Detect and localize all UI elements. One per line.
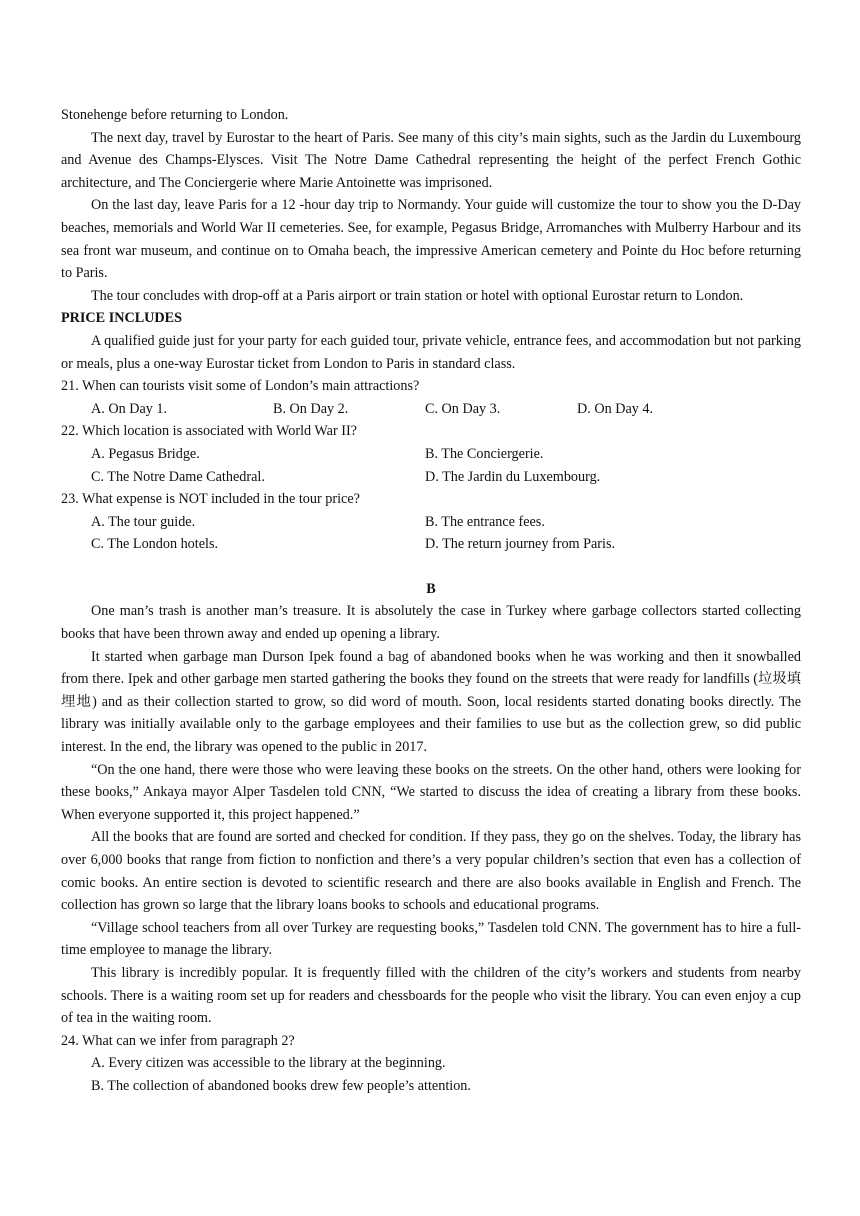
section-title: B: [426, 580, 436, 597]
question-options: [61, 511, 801, 534]
question-options: [61, 398, 801, 421]
option-a: A. On Day 1.: [91, 400, 168, 417]
question-options: [61, 533, 801, 556]
passage-a-paragraph: The next day, travel by Eurostar to the heart of Paris. See many of this city’s main sights, such as the Jardin du Luxembourg and Avenue des Champs-Elysces. Visit The Notre Dame Cathedral representing the height of the perfect French Gothic architecture, and The Conciergerie where Marie Antoinette was imprisoned.: [61, 129, 801, 191]
option-d: D. The Jardin du Luxembourg.: [425, 468, 601, 485]
question-stem: 24. What can we infer from paragraph 2?: [61, 1032, 295, 1049]
option-d: D. The return journey from Paris.: [425, 536, 616, 553]
questions-a: [61, 375, 801, 556]
passage-b-paragraph: This library is incredibly popular. It is frequently filled with the children of the city’s workers and students from nearby schools. There is a waiting room set up for readers and chessboards for the people who visit the library. You can even enjoy a cup of tea in the waiting room.: [61, 964, 801, 1027]
price-includes-text: A qualified guide just for your party for each guided tour, private vehicle, entrance fees, and accommodation but not parking or meals, plus a one-way Eurostar ticket from London to Paris in standard class.: [61, 332, 801, 372]
price-includes-heading: PRICE INCLUDES: [61, 310, 183, 327]
passage-a-paragraph: The tour concludes with drop-off at a Paris airport or train station or hotel with optional Eurostar return to London.: [91, 287, 744, 304]
question-stem: 23. What expense is NOT included in the tour price?: [61, 491, 360, 508]
option-c: C. The Notre Dame Cathedral.: [91, 468, 265, 485]
option-a: A. The tour guide.: [91, 513, 196, 530]
option-d: D. On Day 4.: [577, 400, 654, 417]
passage-b-paragraph: “On the one hand, there were those who were leaving these books on the streets. On the other hand, others were looking for these books,” Ankaya mayor Alper Tasdelen told CNN, “We started to discuss the idea of creating a library from these books. When everyone supported it, this project happened.”: [61, 761, 801, 823]
passage-b-paragraph: “Village school teachers from all over Turkey are requesting books,” Tasdelen told CNN. The government has to hire a full-time employee to manage the library.: [61, 919, 801, 959]
passage-b-paragraph: It started when garbage man Durson Ipek found a bag of abandoned books when he was working and then it snowballed from there. Ipek and other garbage men started gathering the books they found on the streets that were ready for landfills (垃圾填埋地) and as their collection started to grow, so did word of mouth. Soon, local residents started donating books directly. The library was initially available only to the garbage employees and their families to use but as the collection grew, so did public interest. In the end, the library was opened to the public in 2017.: [61, 648, 801, 756]
option-a: A. Every citizen was accessible to the library at the beginning.: [91, 1055, 446, 1072]
passage-a: [61, 104, 801, 375]
question-options: [61, 466, 801, 489]
option-b: B. The collection of abandoned books drew few people’s attention.: [91, 1077, 471, 1094]
option-c: C. The London hotels.: [91, 536, 219, 553]
passage-b-paragraph: One man’s trash is another man’s treasure. It is absolutely the case in Turkey where garbage collectors started collecting books that have been thrown away and ended up opening a library.: [61, 603, 801, 643]
passage-a-paragraph: Stonehenge before returning to London.: [61, 107, 289, 123]
passage-b: [61, 600, 801, 1029]
question-options: [61, 443, 801, 466]
option-c: C. On Day 3.: [425, 400, 501, 417]
option-a: A. Pegasus Bridge.: [91, 445, 200, 462]
question-stem: 21. When can tourists visit some of London’s main attractions?: [61, 378, 420, 395]
option-b: B. The Conciergerie.: [425, 445, 544, 462]
option-b: B. The entrance fees.: [425, 513, 545, 530]
passage-a-paragraph: On the last day, leave Paris for a 12 -hour day trip to Normandy. Your guide will customize the tour to show you the D-Day beaches, memorials and World War II cemeteries. See, for example, Pegasus Bridge, Arromanches with Mulberry Harbour and its sea front war museum, and continue on to Omaha beach, the impressive American cemetery and Pointe du Hoc before returning to Paris.: [61, 197, 801, 282]
question-24: [61, 1030, 801, 1098]
question-stem: 22. Which location is associated with World War II?: [61, 423, 357, 440]
option-b: B. On Day 2.: [273, 400, 349, 417]
passage-b-paragraph: All the books that are found are sorted and checked for condition. If they pass, they go on the shelves. Today, the library has over 6,000 books that range from fiction to nonfiction and there’s a very popular children’s section that even has a collection of comic books. An entire section is devoted to scientific research and there are also books available in English and French. The collection has grown so large that the library loans books to schools and educational programs.: [61, 829, 801, 914]
